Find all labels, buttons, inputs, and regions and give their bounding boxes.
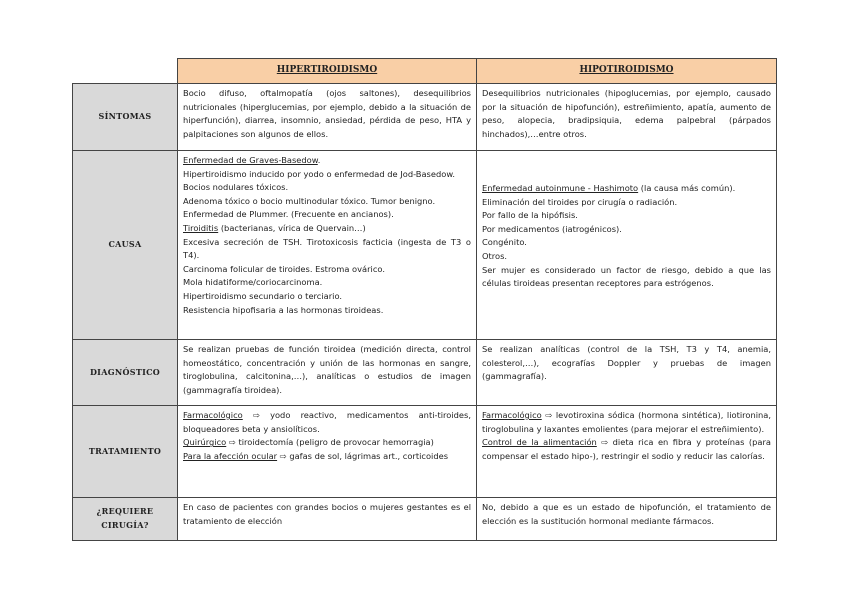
cell-line [183, 195, 471, 209]
line-text: ⇨ gafas de sol, lágrimas art., corticoides [277, 450, 449, 461]
line-text: Por fallo de la hipófisis. [482, 210, 578, 221]
line-text: Adenoma tóxico o bocio multinodular tóxico. Tumor benigno. [183, 195, 436, 206]
underlined-term: Farmacológico [482, 410, 542, 420]
cell-line [183, 409, 471, 436]
line-text: Eliminación del tiroides por cirugía o radiación. [482, 196, 678, 207]
line-text: (bacterianas, vírica de Quervain…) [218, 222, 366, 233]
line-text: Hipertiroidismo inducido por yodo o enfermedad de Jod-Basedow. [183, 168, 455, 179]
tratamiento-hipo [477, 406, 777, 498]
underlined-term: Enfermedad autoinmune - Hashimoto [482, 183, 639, 193]
line-text: Enfermedad de Plummer. (Frecuente en ancianos). [183, 209, 394, 220]
cell-line [183, 290, 471, 304]
line-text: ⇨ tiroidectomía (peligro de provocar hemorragia) [226, 437, 434, 448]
underlined-term: Farmacológico [183, 410, 243, 420]
cell-line [482, 250, 771, 264]
row-label-sintomas: SÍNTOMAS [73, 84, 178, 151]
underlined-term: Control de la alimentación [482, 437, 597, 448]
cell-line [482, 196, 771, 210]
line-text: . [317, 155, 321, 165]
thyroid-comparison-table [72, 58, 777, 541]
cell-line [183, 154, 471, 168]
sintomas-hiper: Bocio difuso, oftalmopatía (ojos saltones), desequilibrios nutricionales (hiperglucemias, por ejemplo, debido a la situación de hiperfunción), diarrea, insomnio, ansiedad, pérdida de peso, HTA y palpitaciones son algunos de ellos. [178, 84, 477, 151]
cell-line [183, 208, 471, 222]
header-hipotiroidismo: HIPOTIROIDISMO [477, 59, 777, 84]
cell-line [183, 263, 471, 277]
causa-hiper [178, 151, 477, 340]
cirugia-hipo: No, debido a que es un estado de hipofunción, el tratamiento de elección es la sustitución hormonal mediante fármacos. [477, 498, 777, 541]
row-diagnostico [73, 340, 777, 406]
row-sintomas [73, 84, 777, 151]
line-text: ⇨ levotiroxina sódica (hormona sintética), liotironina, tiroglobulina y laxantes emolientes (para mejorar el estreñimiento). [482, 410, 771, 434]
underlined-term: Quirúrgico [183, 437, 227, 448]
row-label-cirugia: ¿REQUIERE CIRUGÍA? [73, 498, 178, 541]
underlined-term: Para la afección ocular [183, 450, 278, 461]
row-cirugia [73, 498, 777, 541]
cell-line [482, 182, 771, 196]
row-label-diagnostico: DIAGNÓSTICO [73, 340, 178, 406]
sintomas-hipo: Desequilibrios nutricionales (hipoglucemias, por ejemplo, causado por la situación de hipofunción), estreñimiento, apatía, aumento de peso, alopecia, bradipsiquia, edema palpebral (párpados hinchados),…entre otros. [477, 84, 777, 151]
cell-line [482, 223, 771, 237]
header-hipertiroidismo: HIPERTIROIDISMO [178, 59, 477, 84]
tratamiento-hiper [178, 406, 477, 498]
line-text: Ser mujer es considerado un factor de riesgo, debido a que las células tiroideas presentan receptores para estrógenos. [482, 264, 771, 289]
row-label-causa: CAUSA [73, 151, 178, 340]
line-text: Hipertiroidismo secundario o terciario. [183, 290, 343, 301]
cirugia-hiper: En caso de pacientes con grandes bocios o mujeres gestantes es el tratamiento de elección [178, 498, 477, 541]
diagnostico-hipo: Se realizan analíticas (control de la TSH, T3 y T4, anemia, colesterol,…), ecografías Doppler y pruebas de imagen (gammagrafía). [477, 340, 777, 406]
line-text: Otros. [482, 250, 508, 261]
cell-line [183, 181, 471, 195]
line-text: Congénito. [482, 237, 527, 248]
line-text: Por medicamentos (iatrogénicos). [482, 223, 622, 234]
causa-hipo [477, 151, 777, 340]
line-text: Carcinoma folicular de tiroides. Estroma ovárico. [183, 263, 385, 274]
cell-line [183, 222, 471, 236]
cell-line [183, 436, 471, 450]
line-text: Bocios nodulares tóxicos. [183, 182, 289, 193]
row-label-tratamiento: TRATAMIENTO [73, 406, 178, 498]
diagnostico-hiper: Se realizan pruebas de función tiroidea (medición directa, control homeostático, concentración y unión de las hormonas en sangre, tiroglobulina, calcitonina,…), analíticas o estudios de imagen (gammagrafía tiroidea). [178, 340, 477, 406]
cell-line [183, 276, 471, 290]
line-text: Resistencia hipofisaria a las hormonas tiroideas. [183, 304, 384, 315]
cell-line [183, 168, 471, 182]
row-tratamiento [73, 406, 777, 498]
line-text: (la causa más común). [638, 183, 736, 193]
cell-line [482, 236, 771, 250]
row-causa [73, 151, 777, 340]
line-text: ⇨ dieta rica en fibra y proteínas (para compensar el estado hipo-), restringir el sodio y reducir las calorías. [482, 437, 772, 461]
line-text: Excesiva secreción de TSH. Tirotoxicosis facticia (ingesta de T3 o T4). [183, 236, 471, 261]
line-text: Mola hidatiforme/coriocarcinoma. [183, 277, 323, 288]
underlined-term: Tiroiditis [183, 222, 219, 233]
cell-line [482, 409, 771, 436]
cell-line [482, 436, 771, 463]
cell-line [183, 450, 471, 464]
cell-line [482, 209, 771, 223]
line-text: ⇨ yodo reactivo, medicamentos anti-tiroides, bloqueadores beta y ansiolíticos. [183, 410, 471, 434]
cell-line [482, 264, 771, 291]
cell-line [183, 236, 471, 263]
underlined-term: Enfermedad de Graves-Basedow [183, 155, 318, 165]
header-row [73, 59, 777, 84]
cell-line [183, 304, 471, 318]
corner-cell [73, 59, 178, 84]
